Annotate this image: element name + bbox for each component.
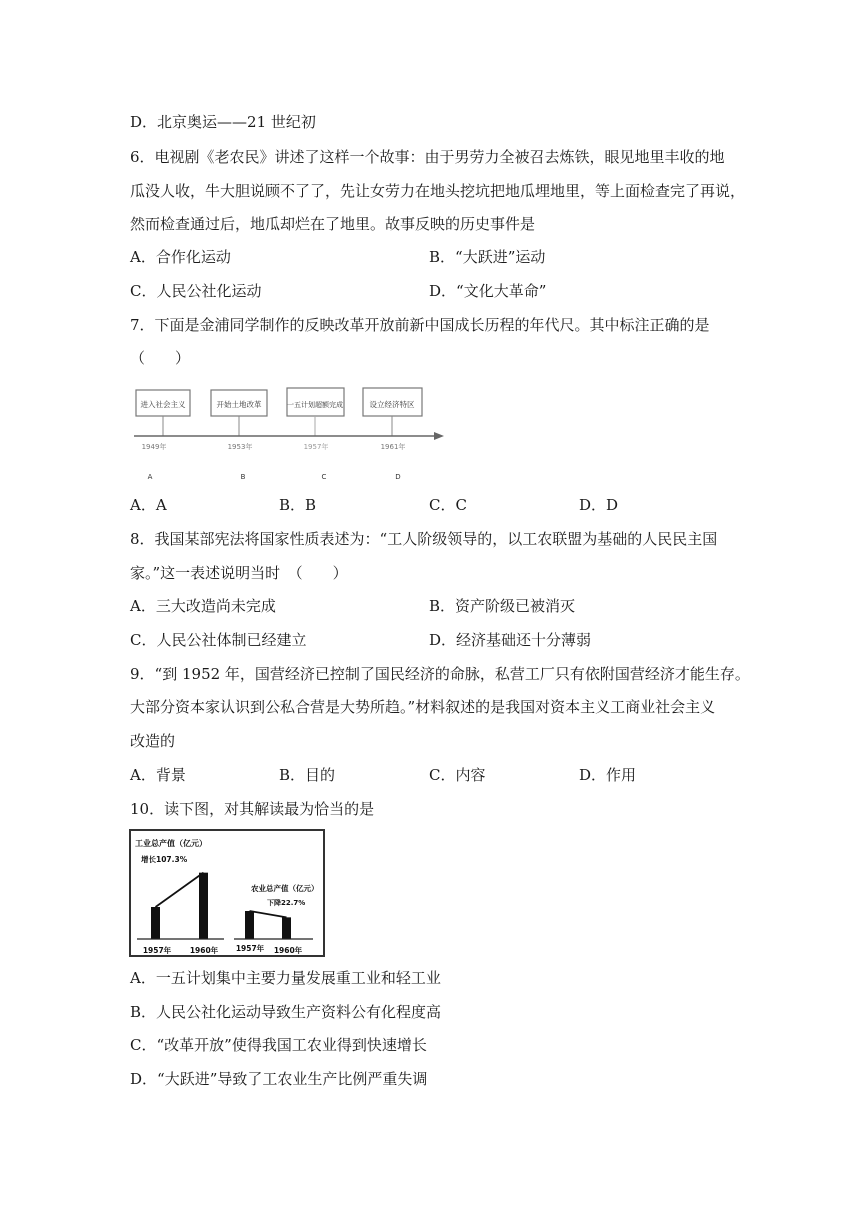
q10-option-b[interactable]: B．人民公社化运动导致生产资料公有化程度高 <box>130 1003 442 1021</box>
timeline-letter-a: A <box>147 473 153 481</box>
timeline-figure <box>130 382 450 484</box>
q7-option-c[interactable]: C．C <box>429 496 467 514</box>
q8-option-c[interactable]: C．人民公社体制已经建立 <box>130 631 307 649</box>
timeline-year-4: 1961年 <box>380 443 406 451</box>
q8-stem-line-1: 8．我国某部宪法将国家性质表述为：“工人阶级领导的，以工农联盟为基础的人民民主国 <box>130 530 718 548</box>
q9-stem-line-2: 大部分资本家认识到公私合营是大势所趋。”材料叙述的是我国对资本主义工商业社会主义 <box>130 698 716 716</box>
agriculture-category-1957: 1957年 <box>235 944 265 953</box>
agriculture-bar-1960 <box>282 917 291 939</box>
timeline-year-3: 1957年 <box>303 443 329 451</box>
q7-stem-line-1: 7．下面是金浦同学制作的反映改革开放前新中国成长历程的年代尺。其中标注正确的是 <box>130 316 710 334</box>
q8-option-a[interactable]: A．三大改造尚未完成 <box>130 597 276 615</box>
q9-option-c[interactable]: C．内容 <box>429 766 486 784</box>
timeline-year-1: 1949年 <box>141 443 167 451</box>
q6-option-a[interactable]: A．合作化运动 <box>130 248 231 266</box>
industry-bar-1957 <box>151 907 160 939</box>
timeline-box-2-label: 开始土地改革 <box>216 400 262 409</box>
agriculture-category-1960: 1960年 <box>273 946 303 955</box>
q6-option-c[interactable]: C．人民公社化运动 <box>130 282 262 300</box>
q9-stem-line-3: 改造的 <box>130 732 176 750</box>
q10-option-a[interactable]: A．一五计划集中主要力量发展重工业和轻工业 <box>130 969 441 987</box>
industry-category-1960: 1960年 <box>189 946 219 955</box>
q6-stem-line-3: 然而检查通过后，地瓜却烂在了地里。故事反映的历史事件是 <box>130 215 536 233</box>
q6-stem-line-1: 6．电视剧《老农民》讲述了这样一个故事：由于男劳力全被召去炼铁，眼见地里丰收的地 <box>130 148 725 166</box>
agriculture-annotation: 下降22.7% <box>267 899 306 907</box>
q9-option-d[interactable]: D．作用 <box>579 766 637 784</box>
q8-option-b[interactable]: B．资产阶级已被消灭 <box>429 597 576 615</box>
q6-option-b[interactable]: B．“大跃进”运动 <box>429 248 546 266</box>
timeline-box-1-label: 进入社会主义 <box>140 400 186 409</box>
q10-stem: 10．读下图，对其解读最为恰当的是 <box>130 800 375 818</box>
production-chart <box>129 829 325 957</box>
industry-category-1957: 1957年 <box>142 946 172 955</box>
q10-option-c[interactable]: C．“改革开放”使得我国工农业得到快速增长 <box>130 1036 427 1054</box>
agriculture-panel-title: 农业总产值（亿元） <box>251 884 319 893</box>
q7-option-a[interactable]: A．A <box>130 496 167 514</box>
industry-bar-1960 <box>199 873 208 939</box>
q8-stem-line-2: 家。”这一表述说明当时 （ ） <box>130 564 348 582</box>
timeline-letter-c: C <box>321 473 327 481</box>
timeline-box-3-label: 一五计划超额完成 <box>287 401 343 409</box>
industry-panel-title: 工业总产值（亿元） <box>135 839 207 848</box>
q6-stem-line-2: 瓜没人收，牛大胆说顾不了了，先让女劳力在地头挖坑把地瓜埋地里，等上面检查完了再说， <box>130 182 746 200</box>
q7-option-d[interactable]: D．D <box>579 496 619 514</box>
timeline-letter-b: B <box>240 473 246 481</box>
industry-annotation: 增长107.3% <box>141 855 188 864</box>
q7-answer-blank: （ ） <box>130 349 191 367</box>
timeline-year-2: 1953年 <box>227 443 253 451</box>
q8-option-d[interactable]: D．经济基础还十分薄弱 <box>429 631 592 649</box>
timeline-letter-d: D <box>395 473 401 481</box>
q5-option-d: D．北京奥运——21 世纪初 <box>130 113 316 131</box>
q10-option-d[interactable]: D．“大跃进”导致了工农业生产比例严重失调 <box>130 1070 428 1088</box>
q6-option-d[interactable]: D．“文化大革命” <box>429 282 547 300</box>
q9-option-a[interactable]: A．背景 <box>130 766 186 784</box>
q9-stem-line-1: 9．“到 1952 年，国营经济已控制了国民经济的命脉，私营工厂只有依附国营经济才能生存。 <box>130 665 750 683</box>
q9-option-b[interactable]: B．目的 <box>279 766 336 784</box>
q7-option-b[interactable]: B．B <box>279 496 317 514</box>
agriculture-bar-1957 <box>245 911 254 939</box>
timeline-box-4-label: 设立经济特区 <box>369 400 415 409</box>
